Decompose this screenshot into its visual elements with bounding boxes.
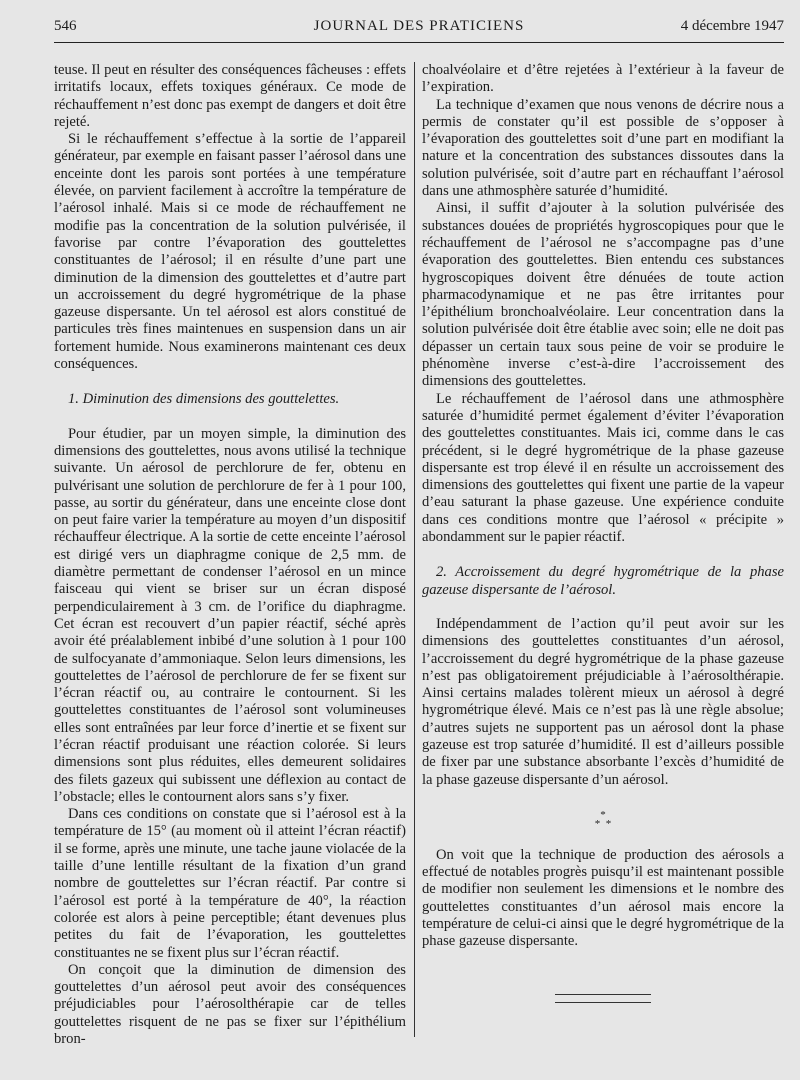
paragraph: Le réchauffement de l’aérosol dans une athmosphère saturée d’humidité permet également d’éviter l’évaporation des gouttelettes constituantes. Mais ici, comme dans le cas précédent, si le degré hygrométrique de la phase gazeuse dispersante est trop élevé il en résulte un accroissement des dimensions des gouttelettes qui fixent une partie de la vapeur d’eau saturant la phase gazeuse. Une expérience conduite dans ces conditions montre que l’aérosol « précipite » abondamment sur le papier réactif. [422,390,784,546]
paragraph: Ainsi, il suffit d’ajouter à la solution pulvérisée des substances douées de propriétés hygroscopiques pour que le réchauffement de l’aérosol ne s’accompagne pas d’une évaporation des gouttelettes. Bien entendu ces substances hygroscopiques doivent être dénuées de toute action pharmacodynamique et ne pas être irritantes pour l’épithélium bronchoalvéolaire. Leur concentration dans la solution pulvérisée doit être établie avec soin; elle ne doit pas dépasser un certain taux sous peine de voir se produire le phénomène inverse c’est-à-dire l’accroissement des dimensions des gouttelettes. [422,200,784,390]
section-heading-text: 1. Diminution des dimensions des gouttelettes. [68,391,340,408]
paragraph: On conçoit que la diminution de dimension des gouttelettes d’un aérosol peut avoir des conséquences préjudiciables pour l’aérosolthérapie car de telles gouttelettes risquent de ne pas se fixer sur l’épithélium bron- [54,961,406,1048]
left-column [54,62,406,1048]
page-header [54,16,784,43]
paragraph: Dans ces conditions on constate que si l’aérosol est à la température de 15° (au moment où il atteint l’écran réactif) il se forme, après une minute, une tache jaune violacée de la taille d’une lentille résultant de la fixation d’un grand nombre de gouttelettes sur l’écran réactif. Par contre si l’aérosol est porté à la température de 40°, la réaction colorée est alors à peine perceptible; étant devenues plus petites du fait de l’évaporation, les gouttelettes constituantes ne se fixent plus sur l’écran réactif. [54,806,406,961]
asterism-divider: * * * [594,808,612,830]
section-heading-2 [422,564,784,599]
paragraph: choalvéolaire et d’être rejetées à l’extérieur à la faveur de l’expiration. [422,62,784,96]
paragraph: La technique d’examen que nous venons de décrire nous a permis de constater qu’il est possible de s’opposer à l’évaporation des gouttelettes soit d’une part en modifiant la nature et la concentration des substances dissoutes dans la solution pulvérisée, soit d’autre part en réchauffant l’aérosol dans une athmosphère saturée d’humidité. [422,96,784,200]
end-rule [555,994,651,1003]
paragraph: Indépendamment de l’action qu’il peut avoir sur les dimensions des gouttelettes constituantes d’un aérosol, l’accroissement du degré hygrométrique de la phase gazeuse n’est pas obligatoirement préjudiciable à l’aérosolthérapie. Ainsi certains malades tolèrent mieux un aérosol à degré hygrométrique élevé. Mais ce n’est pas là une règle absolue; d’autres sujets ne supportent pas un aérosol dont la phase gazeuse est trop saturée d’humidité. Il est d’ailleurs possible de fixer par une substance absorbante l’excès d’humidité de la phase gazeuse dispersante d’un aérosol. [422,615,784,788]
journal-title: JOURNAL DES PRATICIENS [313,18,525,34]
paragraph: teuse. Il peut en résulter des conséquences fâcheuses : effets irritatifs locaux, effets toxiques généraux. Ce mode de réchauffement n’est donc pas exempt de dangers et doit être rejeté. [54,62,406,130]
page-number: 546 [54,18,77,34]
issue-date: 4 décembre 1947 [680,18,784,34]
right-column [422,62,784,951]
paragraph: Si le réchauffement s’effectue à la sortie de l’appareil générateur, par exemple en faisant passer l’aérosol dans une enceinte dont les parois sont portées à une température élevée, on parvient facilement à accroître la température de l’aérosol inhalé. Mais si ce mode de réchauffement ne modifie pas la concentration de la solution pulvérisée, il favorise par contre l’évaporation des gouttelettes constituantes de l’aérosol; il en résulte d’une part une diminution de la dimension des gouttelettes et d’autre part un accroissement du degré hygrométrique de la phase gazeuse dispersante. Un tel aérosol est alors constitué de particules très fines maintenues en suspension dans un air fortement humide. Nous examinerons maintenant ces deux conséquences. [54,131,406,373]
column-divider [414,62,415,1037]
section-heading-1 [54,391,406,408]
paragraph: On voit que la technique de production des aérosols a effectué de notables progrès puisqu’il est maintenant possible de modifier non seulement les dimensions et le nombre des gouttelettes constituantes d’un aérosol mais encore la température de celui-ci ainsi que le degré hygrométrique de la phase gazeuse dispersante. [422,846,784,950]
paragraph: Pour étudier, par un moyen simple, la diminution des dimensions des gouttelettes, nous avons utilisé la technique suivante. Un aérosol de perchlorure de fer, obtenu en pulvérisant une solution de perchlorure de fer à 1 pour 100, passe, au sortir du générateur, dans une enceinte close dont on peut faire varier la température au moyen d’un dispositif réchauffeur électrique. A la sortie de cette enceinte l’aérosol est dirigé vers un diaphragme conique de 2,5 mm. de diamètre permettant de condenser l’aérosol en un mince faisceau qui vient se briser sur un écran disposé perpendiculairement à 3 cm. de l’orifice du diaphragme. Cet écran est recouvert d’un papier réactif, séché après avoir été préalablement inbibé d’une solution à 1 pour 100 de sulfocyanate d’ammoniaque. Selon leurs dimensions, les gouttelettes de l’aérosol de perchlorure de fer se fixent sur l’écran réactif ou, au contraire le contournent. Si les gouttelettes constituantes de l’aérosol sont volumineuses elles sont entraînées par leur force d’inertie et se fixent sur l’écran réactif produisant une réaction colorée. Si leurs dimensions sont plus réduites, elles demeurent solidaires des filets gazeux qui subissent une déflexion au contact de l’obstacle; elles le contournent alors sans s’y fixer. [54,425,406,805]
section-heading-text: 2. Accroissement du degré hygrométrique de la phase gazeuse dispersante de l’aérosol. [422,564,784,598]
